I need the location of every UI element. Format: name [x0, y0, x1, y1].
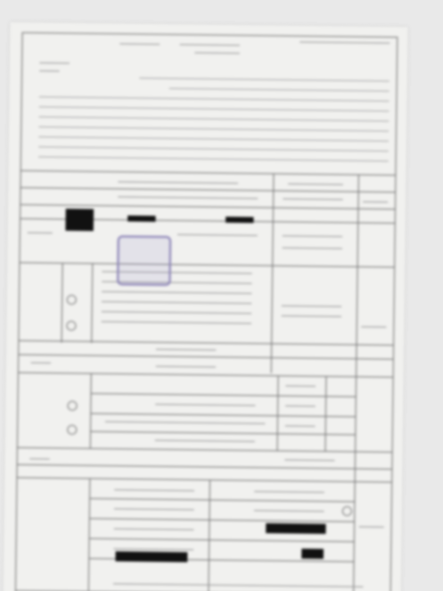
table-rule — [90, 431, 355, 435]
table-column-rule — [91, 263, 93, 343]
table-column-rule — [208, 479, 210, 591]
text-line — [285, 425, 315, 426]
table-rule — [16, 477, 391, 483]
text-line — [39, 136, 389, 141]
text-line — [359, 526, 384, 527]
text-line — [39, 70, 59, 71]
table-rule — [89, 518, 354, 522]
text-line — [38, 146, 388, 151]
redaction-block — [226, 217, 254, 223]
option-checkbox[interactable] — [67, 425, 77, 435]
redaction-block — [115, 551, 187, 562]
text-line — [39, 106, 389, 111]
official-stamp — [117, 235, 172, 286]
table-column-rule — [277, 375, 279, 450]
text-line — [300, 42, 390, 44]
option-checkbox[interactable] — [66, 321, 76, 331]
text-line — [155, 440, 255, 442]
header-right-text — [300, 40, 390, 41]
header-mid-text-2 — [180, 42, 240, 43]
text-line — [282, 235, 342, 237]
text-line — [113, 583, 363, 587]
text-line — [177, 234, 257, 236]
text-line — [38, 156, 388, 161]
option-checkbox[interactable] — [67, 295, 77, 305]
text-line — [285, 459, 335, 461]
text-line — [180, 44, 240, 46]
table-rule — [89, 538, 354, 542]
text-line — [105, 421, 265, 424]
redaction-block — [65, 209, 93, 231]
text-line — [39, 116, 389, 121]
text-line — [139, 78, 389, 82]
table-rule — [18, 340, 393, 346]
text-line — [254, 491, 324, 493]
text-line — [101, 311, 251, 314]
text-line — [114, 528, 194, 530]
text-line — [282, 305, 342, 307]
text-line — [118, 181, 238, 183]
text-line — [39, 62, 69, 63]
text-line — [281, 315, 341, 317]
text-line — [101, 321, 251, 324]
text-line — [156, 349, 216, 351]
text-line — [285, 405, 315, 406]
table-column-rule — [353, 174, 359, 591]
text-line — [114, 508, 194, 510]
frame-left — [15, 32, 23, 591]
text-line — [114, 489, 194, 491]
table-rule — [17, 464, 392, 470]
frame-right — [390, 37, 398, 591]
text-line — [39, 96, 389, 101]
text-line — [120, 43, 160, 44]
text-line — [102, 291, 252, 294]
table-column-rule — [61, 263, 63, 343]
table-column-rule — [325, 376, 327, 451]
table-rule — [90, 413, 355, 417]
table-column-rule — [90, 373, 92, 448]
option-checkbox[interactable] — [342, 506, 352, 516]
text-line — [118, 196, 258, 199]
text-line — [361, 326, 386, 327]
text-line — [155, 404, 255, 406]
text-line — [363, 201, 388, 202]
text-line — [286, 385, 316, 386]
text-line — [30, 458, 50, 459]
frame-top — [22, 32, 397, 38]
table-rule — [89, 498, 354, 502]
redaction-block — [128, 215, 156, 221]
text-line — [288, 183, 343, 185]
text-line — [282, 247, 342, 249]
table-column-rule — [88, 478, 90, 591]
text-line — [31, 362, 51, 363]
text-line — [156, 366, 216, 368]
table-rule — [18, 354, 393, 360]
form-sheet — [3, 22, 408, 591]
table-rule — [20, 170, 395, 176]
table-rule — [18, 372, 393, 378]
option-checkbox[interactable] — [67, 401, 77, 411]
text-line — [169, 88, 389, 92]
table-rule — [17, 447, 392, 453]
redaction-block — [301, 549, 323, 559]
table-rule — [20, 187, 395, 193]
table-rule — [90, 393, 355, 397]
redaction-block — [266, 523, 326, 534]
text-line — [27, 232, 52, 233]
text-line — [102, 301, 252, 304]
text-line — [114, 548, 194, 550]
text-line — [195, 52, 240, 54]
text-line — [39, 126, 389, 131]
table-rule — [19, 262, 394, 268]
text-line — [254, 510, 324, 512]
text-line — [283, 198, 343, 200]
